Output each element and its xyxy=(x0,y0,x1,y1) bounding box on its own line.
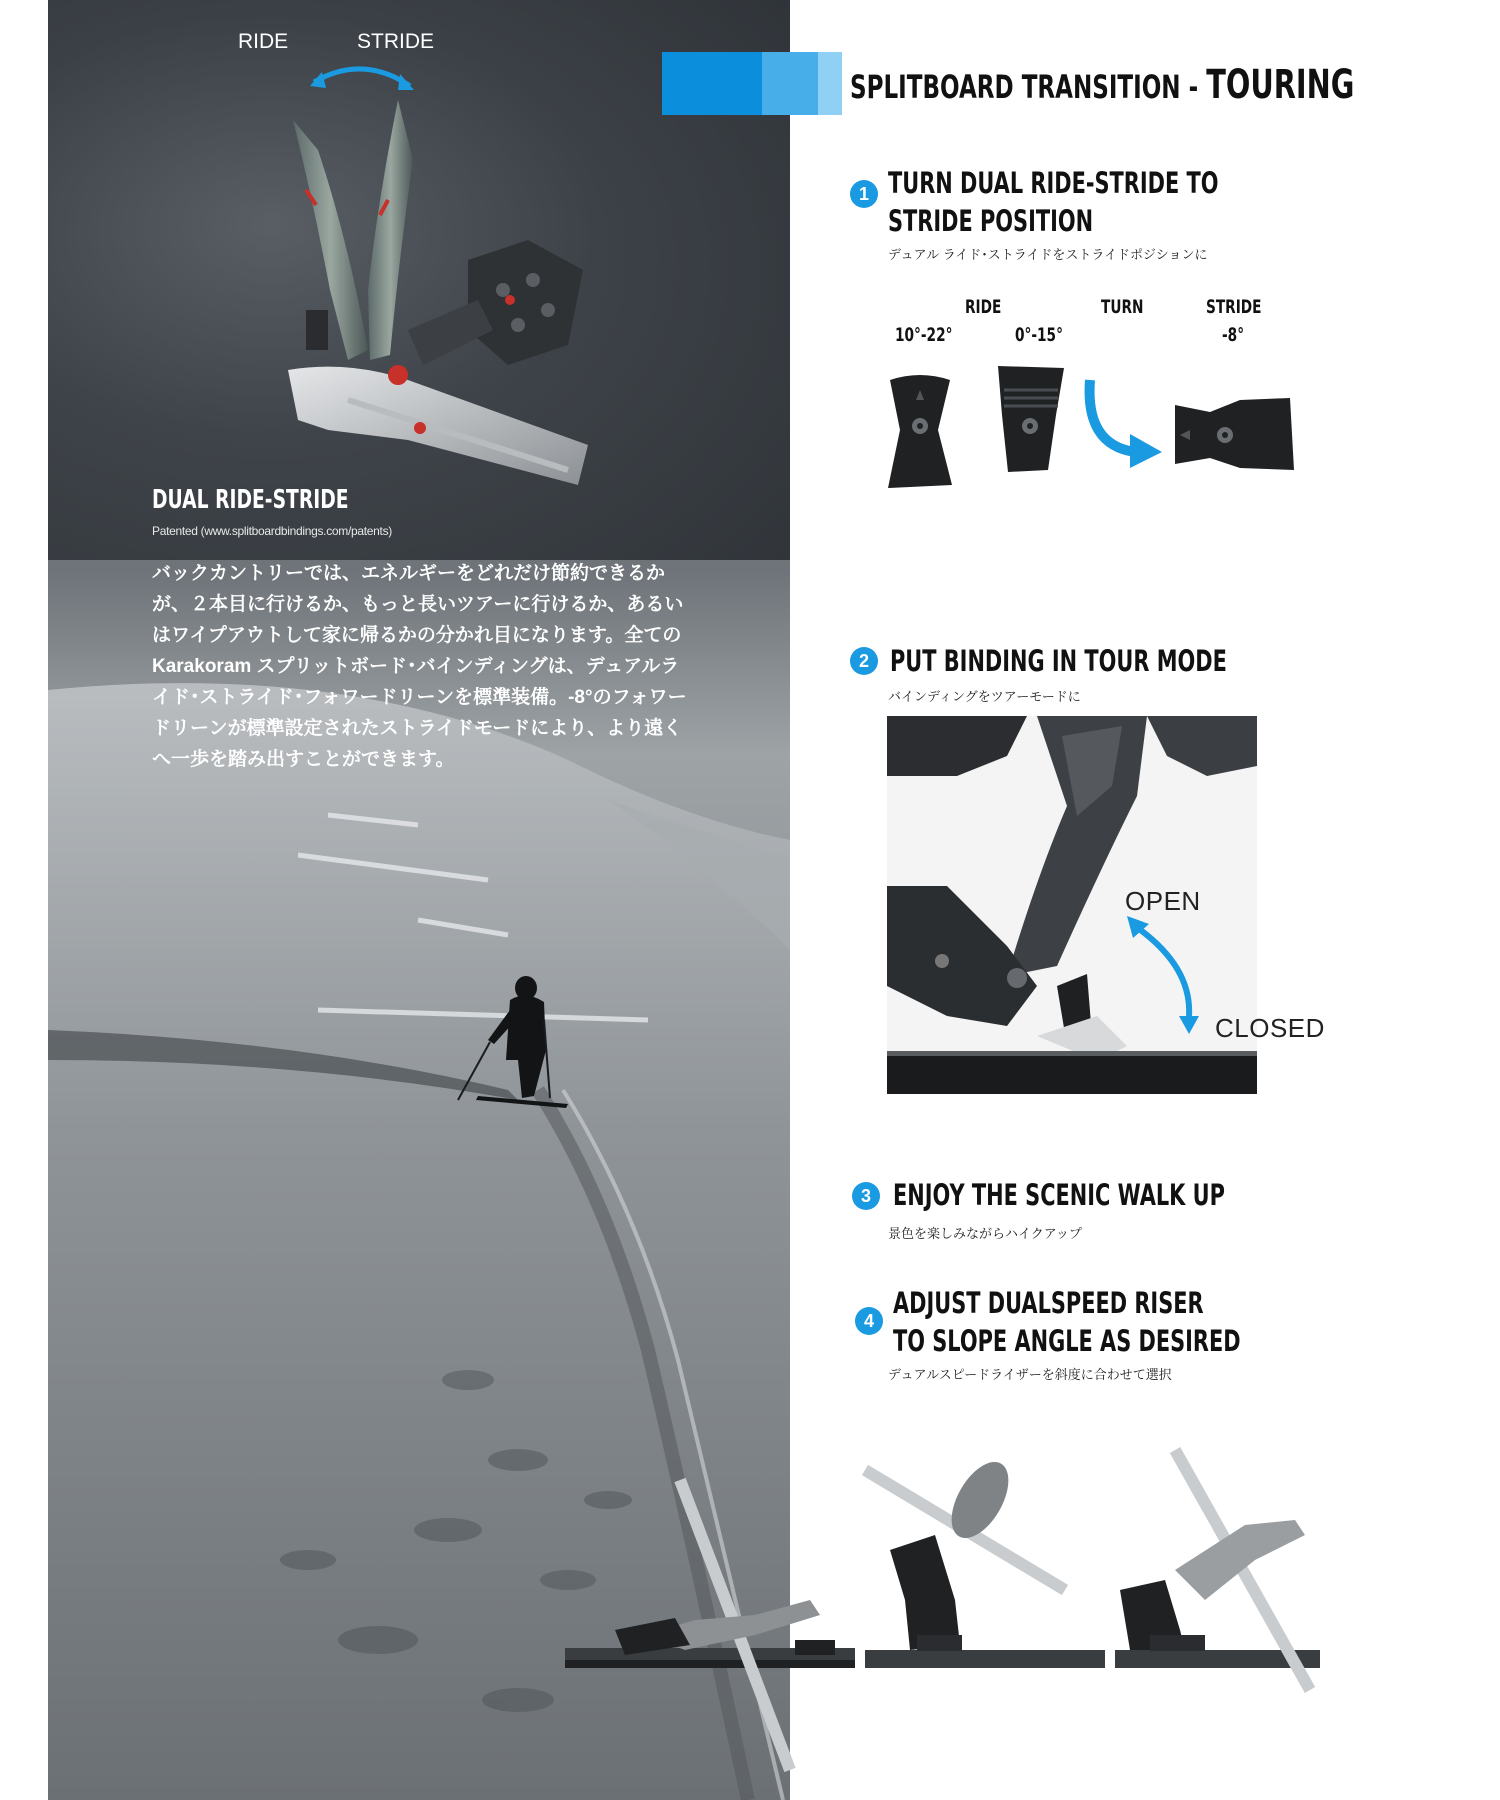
header-stripe-dark xyxy=(662,52,762,115)
binding-product-image xyxy=(288,100,588,485)
step-4-subtitle: デュアルスピードライザーを斜度に合わせて選択 xyxy=(888,1367,1172,1382)
header-stripe-light xyxy=(818,52,842,115)
step-3-badge: 3 xyxy=(852,1182,880,1210)
patent-note: Patented (www.splitboardbindings.com/patents) xyxy=(152,524,392,538)
ride-label: RIDE xyxy=(238,30,289,53)
riser-position-mid xyxy=(865,1453,1105,1668)
step-4-title-line: TO SLOPE ANGLE AS DESIRED xyxy=(893,1324,1241,1358)
ride-stride-positions-diagram xyxy=(880,360,1300,500)
ride-header: RIDE xyxy=(965,296,1002,318)
closed-label: CLOSED xyxy=(1215,1013,1325,1043)
riser-position-low xyxy=(565,1480,855,1770)
step-1-title xyxy=(888,164,1218,240)
description-line: が、２本目に行けるか、もっと長いツアーに行けるか、あるい xyxy=(152,594,684,615)
step-1-subtitle: デュアル ライド･ストライドをストライドポジションに xyxy=(888,247,1208,262)
product-title: DUAL RIDE-STRIDE xyxy=(152,485,349,515)
page-title xyxy=(850,62,1500,108)
description-line: ドリーンが標準設定されたストライドモードにより、より遠く xyxy=(152,718,683,739)
step-1-badge: 1 xyxy=(850,180,878,208)
description-line: バックカントリーでは、エネルギーをどれだけ節約できるか xyxy=(152,563,666,584)
ride-angle-2: 0°-15° xyxy=(1015,324,1063,346)
open-label: OPEN xyxy=(1125,886,1201,916)
step-1-title-line: TURN DUAL RIDE-STRIDE TO xyxy=(888,166,1219,200)
step-3-title-line: ENJOY THE SCENIC WALK UP xyxy=(893,1178,1225,1212)
description-line: Karakoram スプリットボード･バインディングは、デュアルラ xyxy=(152,656,680,677)
ride-stride-arrow xyxy=(314,69,410,86)
riser-position-high xyxy=(1115,1450,1320,1690)
step-2-badge: 2 xyxy=(850,647,878,675)
page-title-accent: TOURING xyxy=(1206,62,1355,108)
page-title-main: SPLITBOARD TRANSITION - xyxy=(850,68,1207,106)
stride-angle: -8° xyxy=(1222,324,1245,346)
turn-header: TURN xyxy=(1101,296,1144,318)
turn-arrow xyxy=(1090,380,1135,452)
step-1-title-line: STRIDE POSITION xyxy=(888,204,1094,238)
stride-header: STRIDE xyxy=(1206,296,1262,318)
product-description xyxy=(152,558,772,775)
description-line: はワイプアウトして家に帰るかの分かれ目になります。全ての xyxy=(152,625,682,646)
header-stripe-mid xyxy=(762,52,818,115)
step-3-subtitle: 景色を楽しみながらハイクアップ xyxy=(888,1226,1082,1241)
step-4-badge: 4 xyxy=(855,1307,883,1335)
dualspeed-riser-photos xyxy=(565,1440,1320,1780)
description-line: へ一歩を踏み出すことができます。 xyxy=(152,749,455,770)
step-4-title xyxy=(893,1284,1241,1360)
step-4-title-line: ADJUST DUALSPEED RISER xyxy=(893,1286,1204,1320)
stride-label: STRIDE xyxy=(357,30,435,53)
step-2-subtitle: バインディングをツアーモードに xyxy=(888,689,1081,704)
ride-angle-1: 10°-22° xyxy=(895,324,953,346)
step-3-title xyxy=(893,1176,1225,1214)
step-2-title xyxy=(890,642,1227,680)
step-2-title-line: PUT BINDING IN TOUR MODE xyxy=(890,644,1227,678)
tour-mode-binding-photo xyxy=(887,716,1257,1094)
stride-position xyxy=(1175,398,1294,470)
description-line: イド･ストライド･フォワードリーンを標準装備。-8°のフォワー xyxy=(152,687,687,708)
